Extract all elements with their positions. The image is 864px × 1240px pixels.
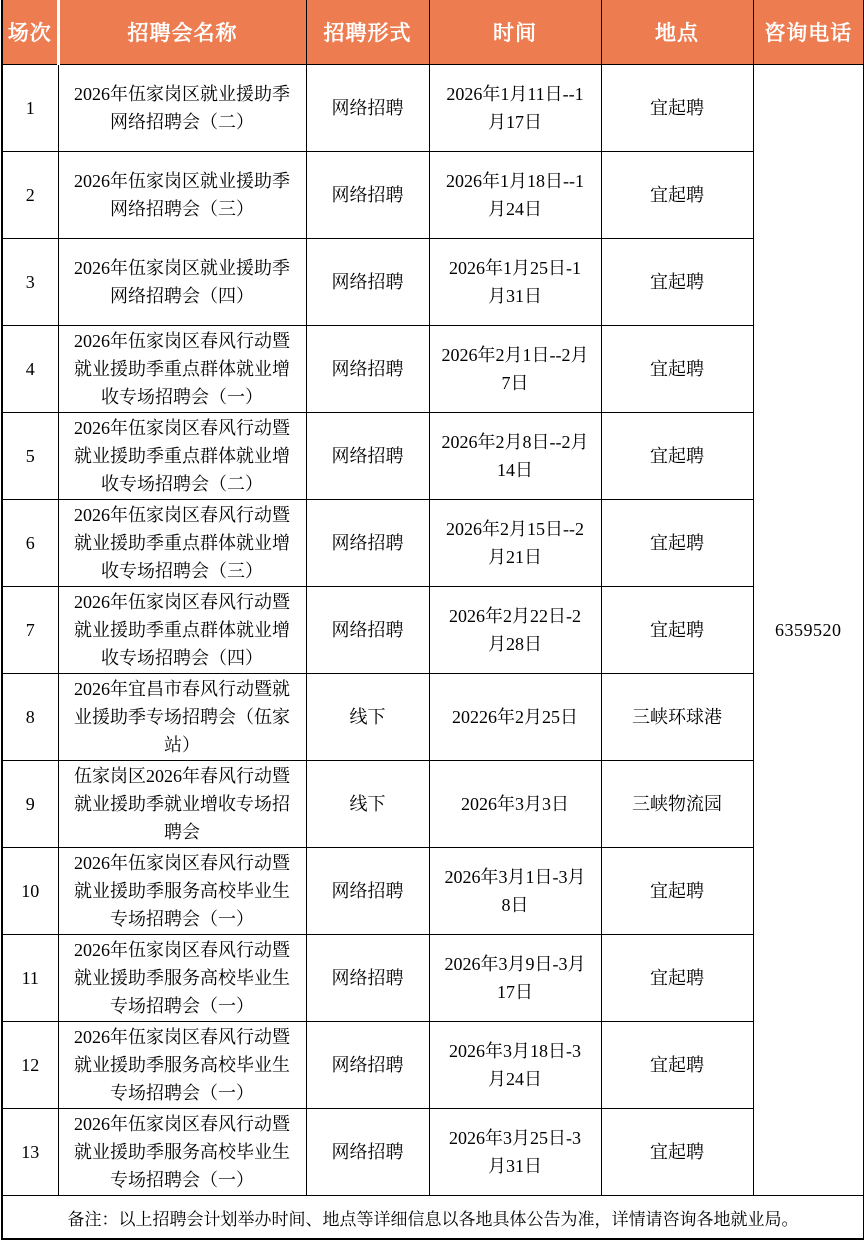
recruitment-form: 网络招聘 xyxy=(306,65,429,152)
table-row xyxy=(2,935,864,1022)
table-row xyxy=(2,587,864,674)
session-number: 11 xyxy=(2,935,58,1022)
table-row xyxy=(2,413,864,500)
fair-name: 2026年伍家岗区春风行动暨就业援助季服务高校毕业生专场招聘会（一） xyxy=(58,935,306,1022)
fair-name: 2026年伍家岗区春风行动暨就业援助季服务高校毕业生专场招聘会（一） xyxy=(58,1022,306,1109)
location: 宜起聘 xyxy=(601,1109,753,1196)
session-number: 12 xyxy=(2,1022,58,1109)
session-number: 1 xyxy=(2,65,58,152)
col-header-place: 地点 xyxy=(601,0,753,65)
recruitment-form: 网络招聘 xyxy=(306,500,429,587)
location: 宜起聘 xyxy=(601,65,753,152)
fair-name: 伍家岗区2026年春风行动暨就业援助季就业增收专场招聘会 xyxy=(58,761,306,848)
time-range: 2026年1月25日-1月31日 xyxy=(429,239,601,326)
location: 宜起聘 xyxy=(601,848,753,935)
header-row xyxy=(2,0,864,65)
table-row xyxy=(2,848,864,935)
session-number: 10 xyxy=(2,848,58,935)
session-number: 13 xyxy=(2,1109,58,1196)
recruitment-form: 网络招聘 xyxy=(306,152,429,239)
fair-name: 2026年伍家岗区春风行动暨就业援助季服务高校毕业生专场招聘会（一） xyxy=(58,1109,306,1196)
table-row xyxy=(2,1109,864,1196)
time-range: 2026年1月18日--1月24日 xyxy=(429,152,601,239)
time-range: 2026年2月8日--2月14日 xyxy=(429,413,601,500)
col-header-form: 招聘形式 xyxy=(306,0,429,65)
time-range: 2026年3月18日-3月24日 xyxy=(429,1022,601,1109)
time-range: 2026年2月15日--2月21日 xyxy=(429,500,601,587)
recruitment-form: 网络招聘 xyxy=(306,1022,429,1109)
col-header-phone: 咨询电话 xyxy=(753,0,864,65)
location: 宜起聘 xyxy=(601,152,753,239)
table-row xyxy=(2,239,864,326)
time-range: 20226年2月25日 xyxy=(429,674,601,761)
col-header-name: 招聘会名称 xyxy=(58,0,306,65)
fair-name: 2026年伍家岗区就业援助季网络招聘会（四） xyxy=(58,239,306,326)
location: 宜起聘 xyxy=(601,935,753,1022)
time-range: 2026年3月1日-3月8日 xyxy=(429,848,601,935)
recruitment-form: 网络招聘 xyxy=(306,239,429,326)
recruitment-form: 网络招聘 xyxy=(306,413,429,500)
table-row xyxy=(2,326,864,413)
recruitment-form: 线下 xyxy=(306,674,429,761)
time-range: 2026年3月25日-3月31日 xyxy=(429,1109,601,1196)
recruitment-form: 网络招聘 xyxy=(306,935,429,1022)
recruitment-form: 网络招聘 xyxy=(306,848,429,935)
table-row xyxy=(2,1022,864,1109)
location: 宜起聘 xyxy=(601,1022,753,1109)
remark-note: 备注：以上招聘会计划举办时间、地点等详细信息以各地具体公告为准，详情请咨询各地就业局。 xyxy=(2,1196,864,1240)
location: 宜起聘 xyxy=(601,587,753,674)
session-number: 2 xyxy=(2,152,58,239)
col-header-time: 时间 xyxy=(429,0,601,65)
fair-name: 2026年伍家岗区春风行动暨就业援助季重点群体就业增收专场招聘会（二） xyxy=(58,413,306,500)
time-range: 2026年3月9日-3月17日 xyxy=(429,935,601,1022)
fair-name: 2026年伍家岗区就业援助季网络招聘会（二） xyxy=(58,65,306,152)
location: 三峡物流园 xyxy=(601,761,753,848)
recruitment-form: 网络招聘 xyxy=(306,326,429,413)
table-row xyxy=(2,500,864,587)
location: 宜起聘 xyxy=(601,326,753,413)
session-number: 4 xyxy=(2,326,58,413)
job-fair-schedule-table xyxy=(1,0,864,1240)
table-row xyxy=(2,152,864,239)
footer-row xyxy=(2,1196,864,1240)
table-row xyxy=(2,65,864,152)
fair-name: 2026年伍家岗区春风行动暨就业援助季重点群体就业增收专场招聘会（四） xyxy=(58,587,306,674)
session-number: 7 xyxy=(2,587,58,674)
session-number: 8 xyxy=(2,674,58,761)
col-header-session: 场次 xyxy=(2,0,58,65)
recruitment-form: 线下 xyxy=(306,761,429,848)
fair-name: 2026年伍家岗区春风行动暨就业援助季服务高校毕业生专场招聘会（一） xyxy=(58,848,306,935)
time-range: 2026年3月3日 xyxy=(429,761,601,848)
time-range: 2026年2月22日-2月28日 xyxy=(429,587,601,674)
fair-name: 2026年伍家岗区春风行动暨就业援助季重点群体就业增收专场招聘会（三） xyxy=(58,500,306,587)
recruitment-form: 网络招聘 xyxy=(306,1109,429,1196)
session-number: 5 xyxy=(2,413,58,500)
location: 宜起聘 xyxy=(601,239,753,326)
session-number: 6 xyxy=(2,500,58,587)
location: 宜起聘 xyxy=(601,500,753,587)
fair-name: 2026年宜昌市春风行动暨就业援助季专场招聘会（伍家站） xyxy=(58,674,306,761)
session-number: 3 xyxy=(2,239,58,326)
session-number: 9 xyxy=(2,761,58,848)
phone-number: 6359520 xyxy=(753,65,864,1196)
time-range: 2026年1月11日--1月17日 xyxy=(429,65,601,152)
table-row xyxy=(2,674,864,761)
fair-name: 2026年伍家岗区春风行动暨就业援助季重点群体就业增收专场招聘会（一） xyxy=(58,326,306,413)
location: 三峡环球港 xyxy=(601,674,753,761)
recruitment-form: 网络招聘 xyxy=(306,587,429,674)
time-range: 2026年2月1日--2月7日 xyxy=(429,326,601,413)
location: 宜起聘 xyxy=(601,413,753,500)
fair-name: 2026年伍家岗区就业援助季网络招聘会（三） xyxy=(58,152,306,239)
table-row xyxy=(2,761,864,848)
